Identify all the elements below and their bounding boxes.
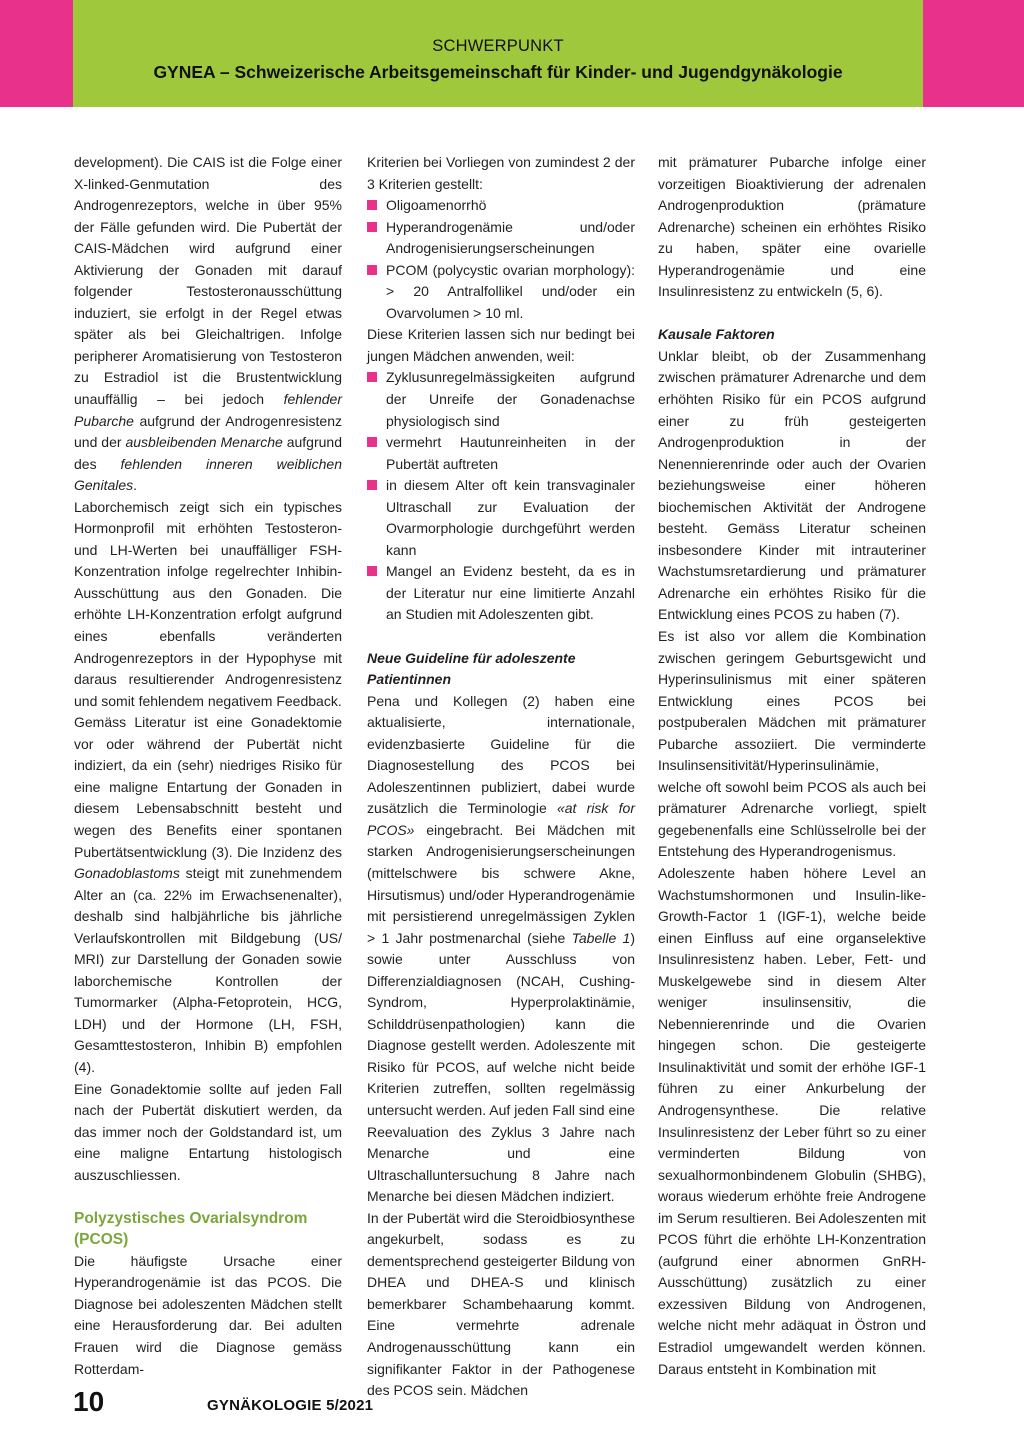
- list-item: Oligoamenorrhö: [367, 195, 635, 217]
- paragraph: development). Die CAIS ist die Folge einer X-linked-Genmutation des Androgenrezeptors, welche in über 95% der Fälle gefunden wird. Die Pubertät der CAIS-Mädchen wird aufgrund einer Aktivierung der Gonaden mit darauf folgender Testosteronausschüttung induziert, sie erfolgt in der Regel etwas später als bei Gleichaltrigen. Infolge peripherer Aromatisierung von Testosteron zu Estradiol ist die Brustentwicklung unauffällig – bei jedoch fehlender Pubarche aufgrund der Androgenresistenz und der ausbleibenden Menarche aufgrund des fehlenden inneren weiblichen Genitales.: [74, 154, 343, 494]
- paragraph: Die häufigste Ursache einer Hyperandrogenämie ist das PCOS. Die Diagnose bei adoleszenten Mädchen stellt eine Herausforderung dar. Bei adulten Frauen wird die Diagnose gemäss Rotterdam-: [74, 1252, 342, 1377]
- bullet-square-icon: [367, 372, 377, 382]
- column-3: [658, 152, 926, 1380]
- list-item: in diesem Alter oft kein transvaginaler Ultraschall zur Evaluation der Ovarmorphologie durchgeführt werden kann: [367, 475, 635, 561]
- paragraph: Kriterien bei Vorliegen von zumindest 2 der 3 Kriterien gestellt:: [367, 154, 635, 192]
- bullet-square-icon: [367, 480, 377, 490]
- list-item: PCOM (polycystic ovarian morphology): > 20 Antralfollikel und/oder ein Ovarvolumen > 10 ml.: [367, 260, 635, 325]
- paragraph: Pena und Kollegen (2) haben eine aktualisierte, internationale, evidenzbasierte Guideline für die Diagnosestellung des PCOS bei Adoleszentinnen publiziert, dabei wurde zusätzlich die Terminologie «at risk for PCOS» eingebracht. Bei Mädchen mit starken Androgenisierungserscheinungen (mittelschwere bis schwere Akne, Hirsutismus) und/oder Hyperandrogenämie mit persistierend unregelmässigen Zyklen > 1 Jahr postmenarchal (siehe Tabelle 1) sowie unter Ausschluss von Differenzialdiagnosen (NCAH, Cushing-Syndrom, Hyperprolaktinämie, Schilddrüsenpathologien) kann die Diagnose gestellt werden. Adoleszente mit Risiko für PCOS, auf welche nicht beide Kriterien zutreffen, sollten regelmässig untersucht werden. Auf jeden Fall sind eine Reevaluation des Zyklus 3 Jahre nach Menarche und eine Ultraschalluntersuchung 8 Jahre nach Menarche bei diesen Mädchen indiziert.: [367, 692, 635, 1205]
- subsection-heading: Neue Guideline für adoleszente Patientinnen: [367, 649, 576, 688]
- paragraph: Diese Kriterien lassen sich nur bedingt bei jungen Mädchen anwenden, weil:: [367, 326, 635, 364]
- header-bar-right: [923, 0, 1024, 107]
- journal-issue: GYNÄKOLOGIE 5/2021: [207, 1397, 374, 1414]
- bullet-square-icon: [367, 200, 377, 210]
- section-kicker: SCHWERPUNKT: [432, 37, 564, 55]
- paragraph: Gemäss Literatur ist eine Gonadektomie vor oder während der Pubertät nicht indiziert, da ein (sehr) niedriges Risiko für eine maligne Entartung der Gonaden in diesem Lebensabschnitt besteht und wegen des Benefits einer spontanen Pubertätsentwicklung (3). Die Inzidenz des Gonadoblastoms steigt mit zunehmendem Alter an (ca. 22% im Erwachsenenalter), deshalb sind halbjährliche bis jährliche Verlaufskontrollen mit Bildgebung (US/ MRI) zur Darstellung der Gonaden sowie laborchemische Kontrollen der Tumormarker (Alpha-Fetoprotein, HCG, LDH) und der Hormone (LH, FSH, Gesamttestosteron, Inhibin B) empfohlen (4).: [74, 714, 342, 1075]
- header-title: GYNEA – Schweizerische Arbeitsgemeinschaft für Kinder- und Jugendgynäkologie: [153, 62, 843, 82]
- list-item: Zyklusunregelmässigkeiten aufgrund der Unreife der Gonadenachse physiologisch sind: [367, 367, 635, 432]
- column-2: [367, 152, 635, 1402]
- bullet-square-icon: [367, 566, 377, 576]
- list-item: Hyperandrogenämie und/oder Androgenisierungserscheinungen: [367, 217, 635, 260]
- header-bar-left: [0, 0, 73, 107]
- list-item: Mangel an Evidenz besteht, da es in der Literatur nur eine limitierte Anzahl an Studien mit Adoleszenten gibt.: [367, 561, 635, 626]
- list-item: vermehrt Hautunreinheiten in der Pubertät auftreten: [367, 432, 635, 475]
- page-number: 10: [73, 1386, 105, 1417]
- paragraph: Unklar bleibt, ob der Zusammenhang zwischen prämaturer Adrenarche und dem erhöhten Risiko für ein PCOS aufgrund einer zu früh gesteigerten Androgenproduktion in der Nenennierenrinde oder auch der Ovarien beziehungsweise einer höheren biochemischen Aktivität der Androgene besteht. Gemäss Literatur scheinen insbesondere Kinder mit intrauteriner Wachstumsretardierung und prämaturer Adrenarche ein erhöhtes Risiko für die Entwicklung eines PCOS zu haben (7).: [658, 347, 926, 623]
- paragraph: Laborchemisch zeigt sich ein typisches Hormonprofil mit erhöhten Testosteron- und LH-Werten bei unauffälliger FSH-Konzentration infolge regelrechter Inhibin-Ausschüttung aus den Gonaden. Die erhöhte LH-Konzentration erfolgt aufgrund eines ebenfalls veränderten Androgenrezeptors in der Hypophyse mit daraus resultierender Androgenresistenz und somit fehlendem negativem Feedback.: [74, 498, 342, 709]
- paragraph: Eine Gonadektomie sollte auf jeden Fall nach der Pubertät diskutiert werden, da das immer noch der Goldstandard ist, um eine maligne Entartung histologisch auszuschliessen.: [74, 1080, 342, 1183]
- section-heading: Polyzystisches Ovarialsyndrom (PCOS): [74, 1209, 308, 1249]
- bullet-square-icon: [367, 437, 377, 447]
- paragraph: In der Pubertät wird die Steroidbiosynthese angekurbelt, sodass es zu dementsprechend gesteigerter Bildung von DHEA und DHEA-S und klinisch bemerkbarer Schambehaarung kommt. Eine vermehrte adrenale Androgenausschüttung kann ein signifikanter Faktor in der Pathogenese des PCOS sein. Mädchen: [367, 1209, 635, 1399]
- bullet-square-icon: [367, 265, 377, 275]
- paragraph: mit prämaturer Pubarche infolge einer vorzeitigen Bioaktivierung der adrenalen Androgenproduktion (prämature Adrenarche) scheinen ein erhöhtes Risiko zu haben, später eine ovarielle Hyperandrogenämie und eine Insulinresistenz zu entwickeln (5, 6).: [658, 154, 926, 300]
- paragraph: Adoleszente haben höhere Level an Wachstumshormonen und Insulin-like-Growth-Factor 1 (IGF-1), welche beide einen Einfluss auf eine organselektive Insulinresistenz haben. Leber, Fett- und Muskelgewebe sind in diesem Alter weniger insulinsensitiv, die Nebennierenrinde und die Ovarien hingegen schon. Die gesteigerte Insulinaktivität und somit der erhöhe IGF-1 führen zu einer Ankurbelung der Androgensynthese. Die relative Insulinresistenz der Leber führt so zu einer verminderten Bildung von sexualhormonbindenem Globulin (SHBG), woraus wiederum erhöhte freie Androgene im Serum resultieren. Bei Adoleszenten mit PCOS führt die erhöhte LH-Konzentration (aufgrund einer abnormen GnRH-Ausschüttung) zusätzlich zu einer exzessiven Bildung von Androgenen, welche nicht mehr adäquat in Östron und Estradiol umgewandelt werden können. Daraus entsteht in Kombination mit: [658, 865, 926, 1377]
- paragraph: Es ist also vor allem die Kombination zwischen geringem Geburtsgewicht und Hyperinsulinismus mit einer späteren Entwicklung eines PCOS bei postpuberalen Mädchen mit prämaturer Pubarche assoziiert. Die verminderte Insulinsensitivität/Hyperinsulinämie, welche oft sowohl beim PCOS als auch bei prämaturer Adrenarche vorliegt, spielt gegebenenfalls eine Schlüsselrolle bei der Entstehung des Hyperandrogenismus.: [658, 627, 926, 860]
- bullet-square-icon: [367, 222, 377, 232]
- column-1: [74, 152, 342, 1380]
- subsection-heading: Kausale Faktoren: [658, 326, 775, 343]
